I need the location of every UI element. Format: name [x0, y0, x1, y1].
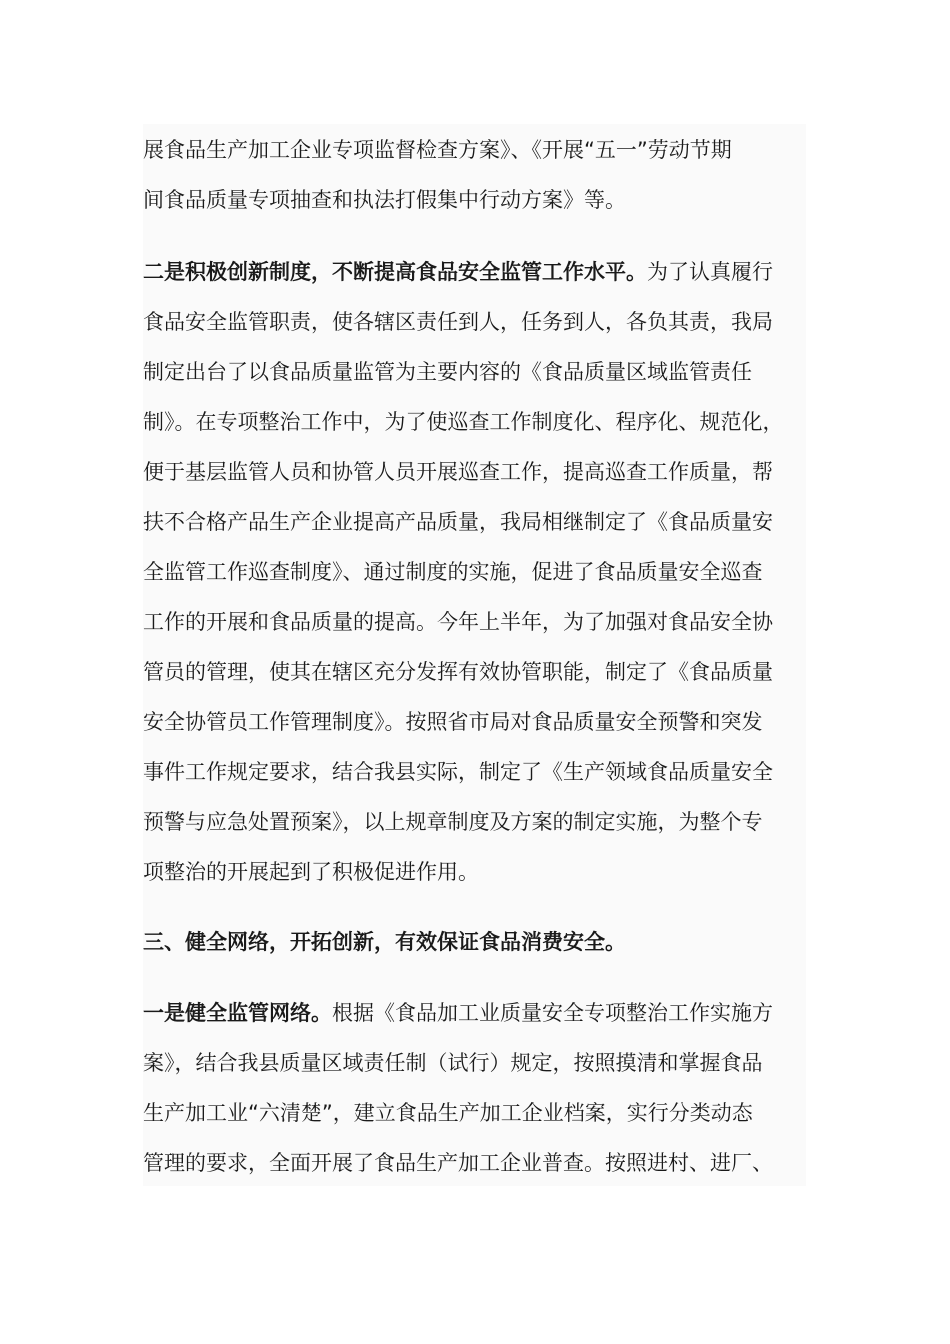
text-line [143, 917, 806, 967]
text-line: 食品安全监管职责，使各辖区责任到人，任务到人，各负其责，我局 [143, 310, 773, 334]
paragraph-network [143, 988, 806, 1188]
paragraph-continuation [143, 125, 806, 225]
section-title: 三、健全网络，开拓创新，有效保证食品消费安全。 [143, 930, 626, 954]
text-line: 间食品质量专项抽查和执法打假集中行动方案》等。 [143, 188, 626, 212]
text-line: 案》，结合我县质量区域责任制（试行）规定，按照摸清和掌握食品 [143, 1051, 763, 1075]
text-line: 制定出台了以食品质量监管为主要内容的《食品质量区域监管责任 [143, 360, 752, 384]
text-line: 全监管工作巡查制度》、通过制度的实施，促进了食品质量安全巡查 [143, 560, 763, 584]
text-line: 扶不合格产品生产企业提高产品质量，我局相继制定了《食品质量安 [143, 510, 773, 534]
text-line: 事件工作规定要求，结合我县实际，制定了《生产领域食品质量安全 [143, 760, 773, 784]
text-line: 展食品生产加工企业专项监督检查方案》、《开展“五一”劳动节期 [143, 138, 732, 162]
text-line: 项整治的开展起到了积极促进作用。 [143, 860, 479, 884]
text-line: 管理的要求，全面开展了食品生产加工企业普查。按照进村、进厂、 [143, 1151, 773, 1175]
text-line: 安全协管员工作管理制度》。按照省市局对食品质量安全预警和突发 [143, 710, 763, 734]
paragraph-innovate-system [143, 247, 806, 897]
paragraph-lead-heading: 一是健全监管网络。 [143, 1001, 332, 1025]
paragraph-lead-heading: 二是积极创新制度，不断提高食品安全监管工作水平。 [143, 260, 647, 284]
document-body [143, 124, 806, 1186]
text-line: 便于基层监管人员和协管人员开展巡查工作，提高巡查工作质量，帮 [143, 460, 773, 484]
text-line: 管员的管理，使其在辖区充分发挥有效协管职能，制定了《食品质量 [143, 660, 773, 684]
text-line: 预警与应急处置预案》，以上规章制度及方案的制定实施，为整个专 [143, 810, 763, 834]
text-line: 生产加工业“六清楚”，建立食品生产加工企业档案，实行分类动态 [143, 1101, 753, 1125]
text-line: 二是积极创新制度，不断提高食品安全监管工作水平。为了认真履行 [143, 260, 773, 284]
text-line: 工作的开展和食品质量的提高。今年上半年，为了加强对食品安全协 [143, 610, 773, 634]
section-heading [143, 917, 806, 967]
text-line: 制》。在专项整治工作中，为了使巡查工作制度化、程序化、规范化， [143, 410, 784, 434]
text-line: 一是健全监管网络。根据《食品加工业质量安全专项整治工作实施方 [143, 1001, 773, 1025]
